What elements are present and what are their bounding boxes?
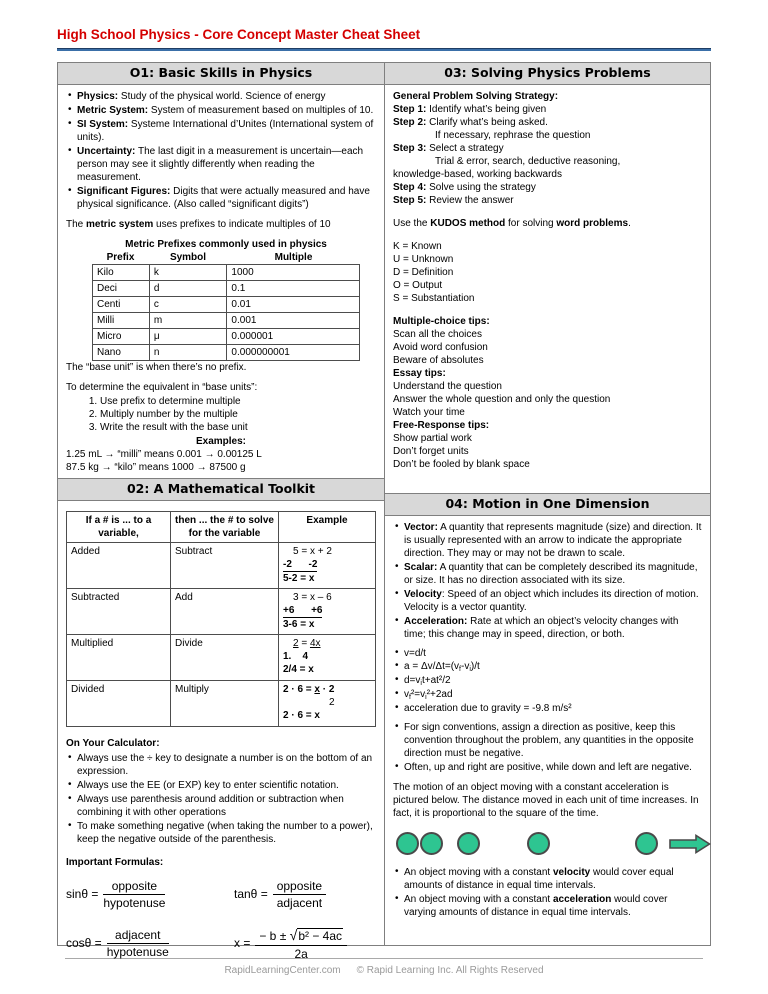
- strategy-step: Step 3: Select a strategy: [393, 142, 504, 154]
- term-definition: Study of the physical world. Science of energy: [118, 90, 326, 102]
- prefix-table-title: Metric Prefixes commonly used in physics: [125, 238, 327, 250]
- definition-item: • Vector: A quantity that represents magnitude (size) and direction. It is usually represented with an arrow to indicate the appropriate direction. They may or may not be drawn to scale.: [393, 521, 702, 560]
- determine-steps: [66, 395, 376, 434]
- tip-item: • Always use the EE (or EXP) key to enter scientific notation.: [66, 779, 376, 792]
- left-column: [58, 63, 384, 961]
- cosine-formula: cosθ = $\frac{\text{adjacent}}{\text{hypotenuse}}$: [66, 928, 169, 960]
- motion-dot: [420, 832, 443, 855]
- examples-label: Examples:: [195, 435, 247, 447]
- term: Significant Figures:: [77, 185, 171, 197]
- sheet-grid: [57, 62, 711, 961]
- section-header-o2: 02: A Mathematical Toolkit: [58, 478, 384, 501]
- table-row: Micro μ 0.000001: [93, 328, 360, 344]
- strategy-step: Step 2: Clarify what’s being asked.: [393, 116, 548, 128]
- table-row: Divided Multiply 2 · 6 = x · 2 2 2 · 6 = x: [67, 681, 376, 727]
- title-divider: [57, 48, 711, 51]
- kinematics-equations: [393, 647, 702, 715]
- prefix-table-block: [92, 238, 360, 361]
- footer-copyright: © Rapid Learning Inc. All Rights Reserved: [356, 964, 544, 976]
- sqrt-symbol: √: [289, 926, 298, 943]
- o1-definitions: [66, 90, 376, 211]
- tip-line: Don’t forget units: [393, 445, 469, 457]
- term: Physics:: [77, 90, 119, 102]
- tip-line: Beware of absolutes: [393, 354, 484, 366]
- tip-line: Show partial work: [393, 432, 472, 444]
- motion-conclusions: [393, 866, 702, 919]
- strategy-step: Step 5: Review the answer: [393, 194, 514, 206]
- strategy-step: Step 1: Identify what’s being given: [393, 103, 547, 115]
- strategy-heading: General Problem Solving Strategy:: [393, 90, 559, 102]
- kudos-sentence: Use the KUDOS method for solving word problems.: [393, 217, 631, 229]
- strategy-step: Step 4: Solve using the strategy: [393, 181, 536, 193]
- definition-item: [66, 118, 376, 144]
- table-row: Kilo k 1000: [93, 264, 360, 280]
- section-header-o4: 04: Motion in One Dimension: [385, 493, 710, 516]
- section-o4-content: [385, 516, 710, 945]
- tip-item: • Always use the ÷ key to designate a number is on the bottom of an expression.: [66, 752, 376, 778]
- term: SI System:: [77, 118, 129, 130]
- table-row: Milli m 0.001: [93, 312, 360, 328]
- section-o1-content: [58, 85, 384, 478]
- definition-item: • Scalar: A quantity that can be completely described its magnitude, or size. It has no direction associated with its size.: [393, 561, 702, 587]
- motion-dot: [635, 832, 658, 855]
- section-o3-content: [385, 85, 710, 493]
- column-header: Symbol: [169, 251, 207, 263]
- table-row: Added Subtract 5 = x + 2 -2 -2 5-2 = x: [67, 543, 376, 589]
- tip-line: Scan all the choices: [393, 328, 482, 340]
- term-definition: Systeme International d’Unites (International system of units).: [77, 118, 374, 143]
- tip-item: • To make something negative (when taking the number to a power), keep the negative outside of the parenthesis.: [66, 820, 376, 846]
- tip-line: Answer the whole question and only the question: [393, 393, 611, 405]
- definition-item: • Acceleration: Rate at which an object’s velocity changes with time; this change may in speed, direction, or both.: [393, 615, 702, 641]
- sign-convention-notes: [393, 721, 702, 774]
- table-row: Centi c 0.01: [93, 296, 360, 312]
- conclusion-item: • An object moving with a constant acceleration would cover varying amounts of distance in equal time intervals.: [393, 893, 702, 919]
- column-header: Prefix: [106, 251, 135, 263]
- equation: • $d=v_it+at^2/2$: [393, 674, 702, 688]
- definition-item: [66, 185, 376, 211]
- motion-dot: [527, 832, 550, 855]
- definition-item: • Velocity: Speed of an object which includes its direction of motion. Velocity is a vector quantity.: [393, 588, 702, 614]
- equation: • acceleration due to gravity = -9.8 m/s²: [393, 702, 702, 715]
- kudos-item: K = Known: [393, 240, 442, 252]
- algebra-operations-table: [66, 511, 376, 727]
- kudos-item: S = Substantiation: [393, 292, 475, 304]
- metric-prefix-table: [92, 264, 360, 361]
- example-line: 87.5 kg → “kilo” means 1000 → 87500 g: [66, 461, 246, 473]
- term-definition: Digits that were actually measured and have physical significance. (Also called “significant digits”): [77, 185, 370, 210]
- example-line: 1.25 mL → “milli” means 0.001 → 0.00125 L: [66, 448, 262, 460]
- tip-line: Avoid word confusion: [393, 341, 488, 353]
- table-row: Nano n 0.000000001: [93, 344, 360, 360]
- strategy-substep: knowledge-based, working backwards: [393, 168, 562, 180]
- strategy-substep: If necessary, rephrase the question: [435, 129, 591, 141]
- term: Uncertainty:: [77, 145, 136, 157]
- motion-paragraph: The motion of an object moving with a constant acceleration is pictured below. The distance moved in each unit of time increases. In fact, it is proportional to the square of the time.: [393, 782, 699, 820]
- equation: • $a = \Delta v/\Delta t=(v_f-v_i)/t$: [393, 660, 702, 674]
- definition-item: [66, 145, 376, 184]
- determine-intro: To determine the equivalent in “base units”:: [66, 381, 258, 393]
- calculator-heading: On Your Calculator:: [66, 738, 160, 750]
- section-header-o3: 03: Solving Physics Problems: [385, 63, 710, 85]
- motion-dot: [396, 832, 419, 855]
- equation: • $v_f^2=v_i^2+2ad$: [393, 688, 702, 702]
- footer-site: RapidLearningCenter.com: [224, 964, 341, 976]
- base-unit-note: The “base unit” is when there’s no prefix.: [66, 361, 247, 373]
- section-header-o1: O1: Basic Skills in Physics: [58, 63, 384, 85]
- equation: • v=d/t: [393, 647, 702, 660]
- term-definition: The last digit in a measurement is uncertain—each person may see it slightly differently when reading the measurement.: [77, 145, 364, 183]
- term: Metric System:: [77, 104, 149, 116]
- tip-line: Don’t be fooled by blank space: [393, 458, 530, 470]
- table-row: Subtracted Add 3 = x – 6 +6 +6 3-6 = x: [67, 589, 376, 635]
- column-header: Multiple: [274, 251, 313, 263]
- free-response-tips-heading: Free-Response tips:: [393, 419, 490, 431]
- section-o2-content: [58, 501, 384, 965]
- conclusion-item: • An object moving with a constant velocity would cover equal amounts of distance in equal time intervals.: [393, 866, 702, 892]
- formulas-heading: Important Formulas:: [66, 857, 164, 869]
- calculator-tips: [66, 752, 376, 846]
- tip-line: Watch your time: [393, 406, 465, 418]
- term-definition: System of measurement based on multiples of 10.: [148, 104, 374, 116]
- table-header-row: If a # is ... to a variable, then ... the # to solve for the variable Example: [67, 512, 376, 543]
- quadratic-formula: x = $\frac{\text{− b ± √b² − 4ac}}{2a}$: [234, 927, 376, 961]
- strategy-substep: Trial & error, search, deductive reasoning,: [435, 155, 621, 167]
- table-row: Multiplied Divide 2 = 4x 1. 4 2/4 = x: [67, 635, 376, 681]
- tip-line: Understand the question: [393, 380, 502, 392]
- table-row: Deci d 0.1: [93, 280, 360, 296]
- motion-dot: [457, 832, 480, 855]
- kudos-item: O = Output: [393, 279, 443, 291]
- definition-item: [66, 104, 376, 117]
- important-formulas: [66, 879, 376, 961]
- kudos-item: D = Definition: [393, 266, 454, 278]
- motion-diagram: [393, 829, 702, 862]
- step-item: 1. Use prefix to determine multiple: [100, 395, 376, 408]
- metric-intro: The metric system uses prefixes to indicate multiples of 10: [66, 218, 331, 230]
- mc-tips-heading: Multiple-choice tips:: [393, 315, 490, 327]
- sine-formula: sinθ = $\frac{\text{opposite}}{\text{hypotenuse}}$: [66, 879, 166, 911]
- tangent-formula: tanθ = $\frac{\text{opposite}}{\text{adjacent}}$: [234, 879, 376, 911]
- page-title: High School Physics - Core Concept Master Cheat Sheet: [57, 27, 421, 42]
- note-item: • Often, up and right are positive, while down and left are negative.: [393, 761, 702, 774]
- essay-tips-heading: Essay tips:: [393, 367, 446, 379]
- kudos-list: [393, 240, 702, 305]
- tip-item: • Always use parenthesis around addition or subtraction when combining it with other operations: [66, 793, 376, 819]
- motion-arrow-icon: [669, 834, 711, 858]
- note-item: • For sign conventions, assign a direction as positive, keep this convention throughout the problem, any quantities in the opposite direction must be negative.: [393, 721, 702, 760]
- step-item: 2. Multiply number by the multiple: [100, 408, 376, 421]
- step-item: 3. Write the result with the base unit: [100, 421, 376, 434]
- kudos-item: U = Unknown: [393, 253, 454, 265]
- definition-item: [66, 90, 376, 103]
- prefix-table-headers: [92, 251, 360, 264]
- o4-definitions: [393, 521, 702, 641]
- right-column: [384, 63, 710, 945]
